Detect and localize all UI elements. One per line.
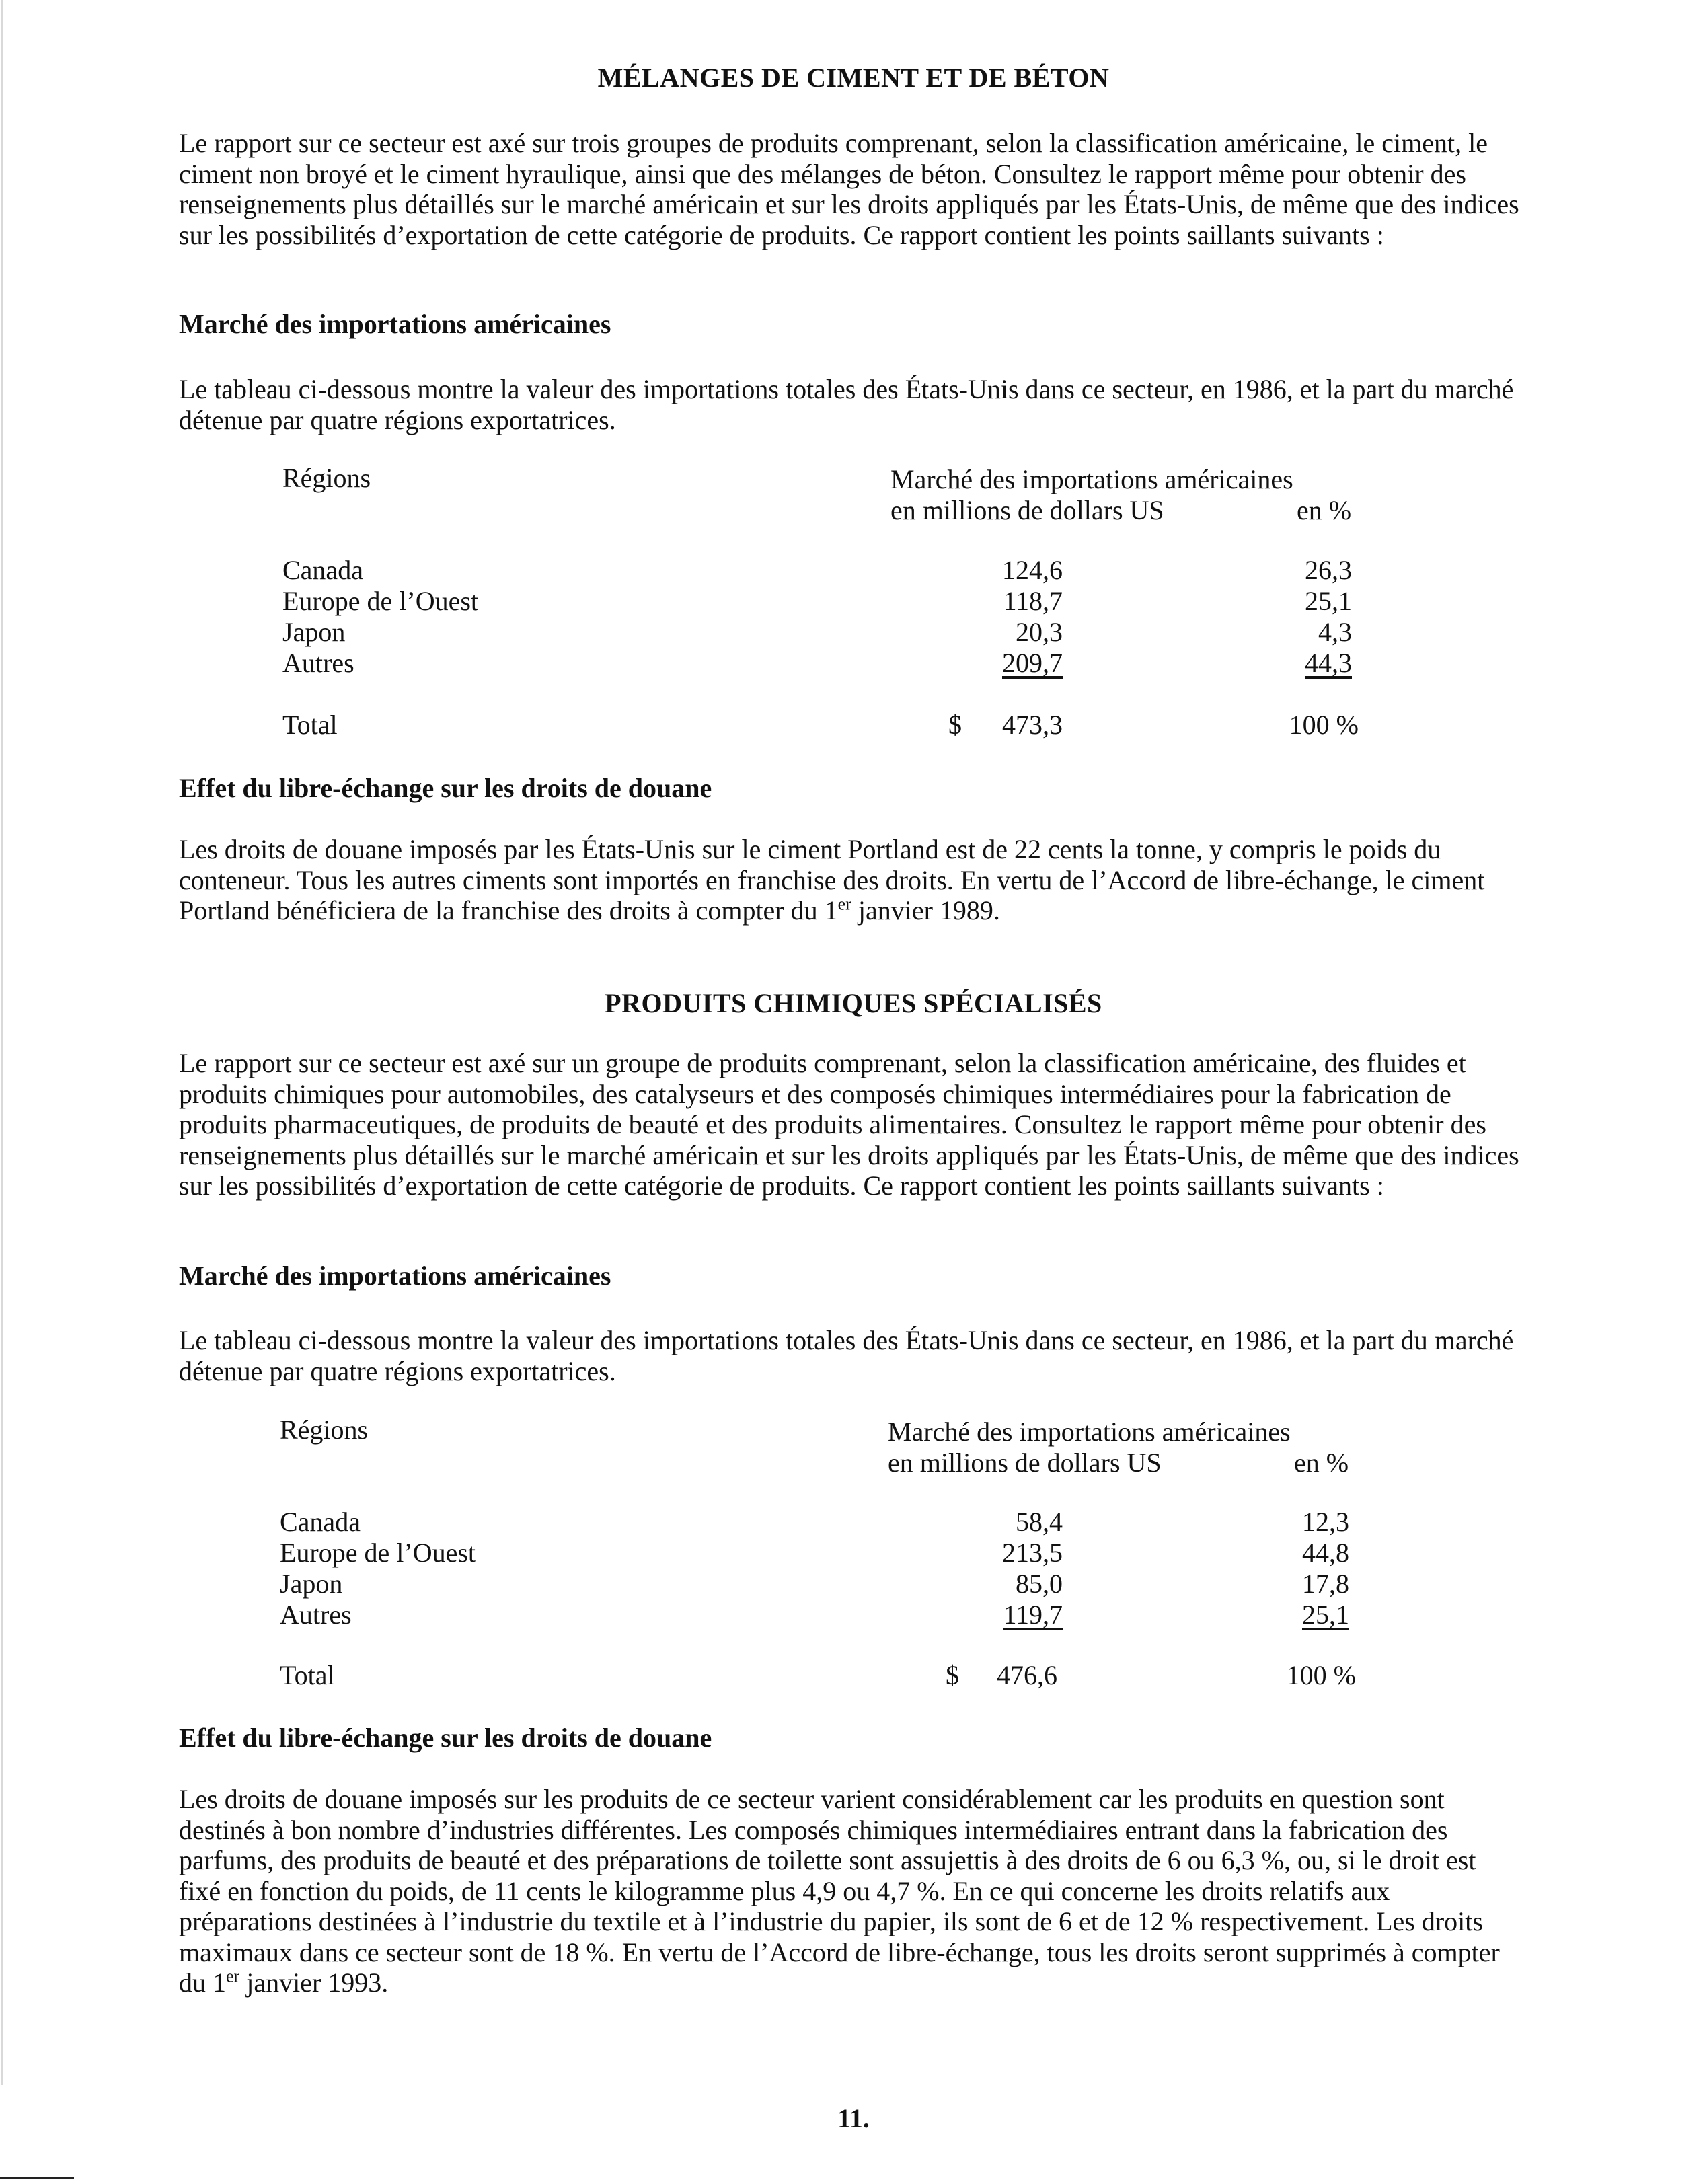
table-row-value: 119,7 [1003, 1599, 1063, 1630]
table-row-pct: 26,3 [1305, 555, 1352, 585]
col-header-market: Marché des importations américaines [890, 464, 1293, 494]
effect-text-date-sup: er [226, 1966, 240, 1986]
market-heading: Marché des importations américaines [179, 309, 611, 339]
market-text: Le tableau ci-dessous montre la valeur des importations totales des États-Unis dans ce secteur, en 1986, et la part du marché détenue par quatre régions exportatrices. [179, 1325, 1514, 1386]
effect-text-main: Les droits de douane imposés sur les produits de ce secteur varient considérablement car les produits en question sont destinés à bon nombre d’industries différentes. Les composés chimiques intermédiaires entrant dans la fabrication des parfums, des produits de beauté et des préparations de toilette sont assujettis à des droits de 6 ou 6,3 %, ou, si le droit est fixé en fonction du poids, de 11 cents le kilogramme plus 4,9 ou 4,7 %. En ce qui concerne les droits relatifs aux préparations destinées à l’industrie du textile et à l’industrie du papier, ils sont de 6 et de 12 % respectivement. Les droits maximaux dans ce secteur sont de 18 %. En vertu de l’Accord de libre-échange, tous les droits seront supprimés à compter du [179, 1784, 1500, 1998]
table-row-pct: 44,8 [1302, 1538, 1349, 1568]
table-total-label: Total [280, 1660, 335, 1690]
col-header-market: Marché des importations américaines [888, 1417, 1291, 1447]
table-row-value: 58,4 [1016, 1507, 1063, 1537]
table-row-region: Europe de l’Ouest [280, 1538, 476, 1568]
table-row-value: 118,7 [1003, 586, 1063, 616]
table-row-region: Japon [282, 617, 346, 647]
table-total-pct: 100 % [1289, 710, 1359, 740]
table-row-value: 213,5 [1002, 1538, 1063, 1568]
table-row-pct: 44,3 [1305, 648, 1352, 678]
effect-text-main: Les droits de douane imposés par les États-Unis sur le ciment Portland est de 22 cents la tonne, y compris le poids du conteneur. Tous les autres ciments sont importés en franchise des droits. En vertu de l’Accord de libre-échange, le ciment Portland bénéficiera de la franchise des droits à compter du [179, 834, 1485, 926]
col-header-regions: Régions [282, 463, 371, 493]
table-total-currency: $ [948, 710, 962, 740]
table-row-value: 124,6 [1002, 555, 1063, 585]
effect-heading: Effet du libre-échange sur les droits de douane [179, 1723, 712, 1753]
table-row-region: Canada [280, 1507, 361, 1537]
section-intro: Le rapport sur ce secteur est axé sur un groupe de produits comprenant, selon la classification américaine, des fluides et produits chimiques pour automobiles, des catalyseurs et des composés chimiques intermédiaires pour la fabrication de produits pharmaceutiques, de produits de beauté et des produits alimentaires. Consultez le rapport même pour obtenir des renseignements plus détaillés sur le marché américain et sur les droits appliqués par les États-Unis, de même que des indices sur les possibilités d’exportation de cette catégorie de produits. Ce rapport contient les points saillants suivants : [179, 1048, 1519, 1201]
market-heading: Marché des importations américaines [179, 1260, 611, 1291]
table-total-value: 473,3 [1002, 710, 1063, 740]
effect-text-date-end: janvier 1993. [239, 1967, 389, 1998]
effect-heading: Effet du libre-échange sur les droits de douane [179, 773, 712, 803]
table-row-pct: 4,3 [1318, 617, 1352, 647]
col-header-value: en millions de dollars US [890, 495, 1164, 525]
section-title: PRODUITS CHIMIQUES SPÉCIALISÉS [605, 988, 1102, 1018]
table-row-pct: 25,1 [1302, 1599, 1349, 1630]
effect-text-date-num: 1 [213, 1967, 226, 1998]
table-row-pct: 17,8 [1302, 1569, 1349, 1599]
table-total-value: 476,6 [997, 1660, 1057, 1690]
col-header-pct: en % [1294, 1447, 1349, 1478]
scan-corner-mark [0, 2177, 74, 2179]
table-row-value: 85,0 [1016, 1569, 1063, 1599]
table-row-region: Autres [280, 1599, 352, 1630]
effect-text-date-num: 1 [824, 895, 838, 926]
table-row-pct: 25,1 [1305, 586, 1352, 616]
table-row-region: Autres [282, 648, 354, 678]
table-row-region: Canada [282, 555, 363, 585]
effect-text [179, 834, 1524, 926]
col-header-regions: Régions [280, 1415, 369, 1445]
effect-text [179, 1784, 1524, 1998]
section-intro: Le rapport sur ce secteur est axé sur trois groupes de produits comprenant, selon la classification américaine, le ciment, le ciment non broyé et le ciment hyraulique, ainsi que des mélanges de béton. Consultez le rapport même pour obtenir des renseignements plus détaillés sur le marché américain et sur les droits appliqués par les États-Unis, de même que des indices sur les possibilités d’exportation de cette catégorie de produits. Ce rapport contient les points saillants suivants : [179, 128, 1519, 250]
table-row-pct: 12,3 [1302, 1507, 1349, 1537]
table-total-currency: $ [946, 1660, 959, 1690]
table-total-pct: 100 % [1286, 1660, 1356, 1690]
scan-edge-line [1, 0, 3, 2085]
table-row-value: 209,7 [1002, 648, 1063, 678]
table-row-region: Japon [280, 1569, 343, 1599]
table-row-value: 20,3 [1016, 617, 1063, 647]
effect-text-date-sup: er [837, 894, 851, 914]
market-text: Le tableau ci-dessous montre la valeur des importations totales des États-Unis dans ce secteur, en 1986, et la part du marché détenue par quatre régions exportatrices. [179, 374, 1514, 435]
effect-text-date-end: janvier 1989. [851, 895, 1000, 926]
page-number: 11. [837, 2103, 870, 2134]
col-header-pct: en % [1297, 495, 1352, 525]
table-row-region: Europe de l’Ouest [282, 586, 479, 616]
section-title: MÉLANGES DE CIMENT ET DE BÉTON [597, 63, 1110, 93]
table-total-label: Total [282, 710, 338, 740]
col-header-value: en millions de dollars US [888, 1447, 1162, 1478]
